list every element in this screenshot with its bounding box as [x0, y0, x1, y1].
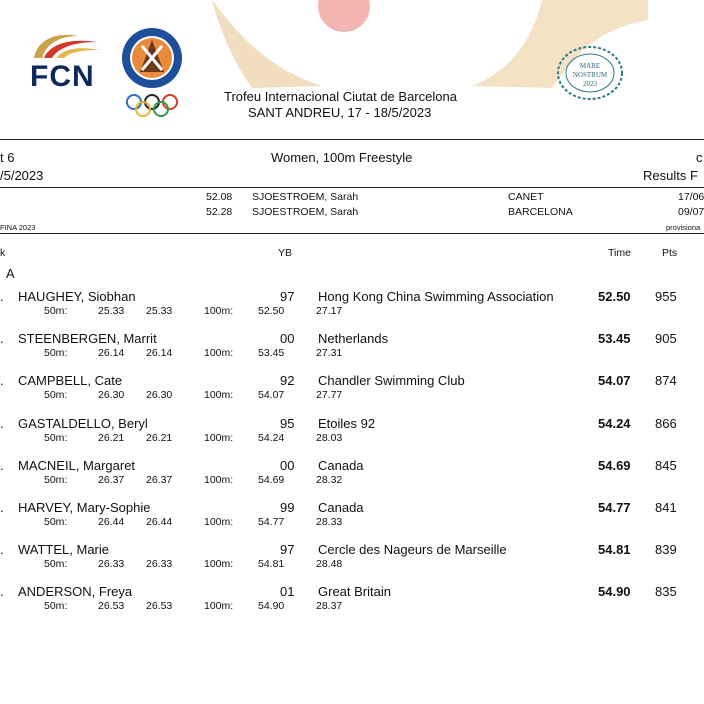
club-name: Etoiles 92: [318, 416, 376, 431]
event-right-code: c: [696, 150, 703, 165]
split-50-label: 50m:: [44, 474, 68, 486]
split-100-cumulative: 54.07: [258, 389, 285, 401]
col-yb: YB: [278, 247, 293, 259]
place-number: .: [0, 331, 4, 346]
split-100-label: 100m:: [204, 347, 234, 359]
split-50-time: 26.37: [98, 474, 125, 486]
split-100-label: 100m:: [204, 305, 234, 317]
split-50-time: 26.21: [98, 432, 125, 444]
fina-points: 841: [655, 500, 677, 515]
split-100-time: 27.17: [316, 305, 343, 317]
swimmer-name: WATTEL, Marie: [18, 542, 110, 557]
split-50-label: 50m:: [44, 305, 68, 317]
split-100-cumulative: 52.50: [258, 305, 285, 317]
final-time: 54.90: [598, 584, 631, 599]
split-100-cumulative: 54.81: [258, 558, 285, 570]
record-time: 52.08: [206, 191, 233, 203]
fina-points: 874: [655, 373, 677, 388]
year-of-birth: 95: [280, 416, 295, 431]
fina-points: 845: [655, 458, 677, 473]
final-time: 53.45: [598, 331, 631, 346]
split-50-label: 50m:: [44, 600, 68, 612]
fina-points: 866: [655, 416, 677, 431]
event-number: t 6: [0, 150, 15, 165]
fina-points: 835: [655, 584, 677, 599]
split-100-label: 100m:: [204, 432, 234, 444]
results-label: Results F: [643, 168, 698, 183]
record-place: CANET: [508, 191, 544, 203]
fcn-logo: FCN: [30, 60, 95, 93]
fina-points: 905: [655, 331, 677, 346]
club-name: Cercle des Nageurs de Marseille: [318, 542, 507, 557]
year-of-birth: 01: [280, 584, 295, 599]
year-of-birth: 00: [280, 331, 295, 346]
place-number: .: [0, 542, 4, 557]
split-100-cumulative: 53.45: [258, 347, 285, 359]
split-100-time: 27.77: [316, 389, 343, 401]
place-number: .: [0, 584, 4, 599]
place-number: .: [0, 416, 4, 431]
col-time: Time: [608, 247, 631, 259]
club-name: Chandler Swimming Club: [318, 373, 465, 388]
swimmer-name: MACNEIL, Margaret: [18, 458, 136, 473]
year-of-birth: 00: [280, 458, 295, 473]
fcn-swirl-logo: [30, 30, 102, 62]
place-number: .: [0, 458, 4, 473]
meet-title: Trofeu Internacional Ciutat de Barcelona: [224, 89, 457, 104]
final-time: 54.07: [598, 373, 631, 388]
cumulative-50-time: 26.30: [146, 389, 173, 401]
record-date: 09/07: [678, 206, 704, 218]
club-name: Hong Kong China Swimming Association: [318, 289, 554, 304]
split-100-time: 28.48: [316, 558, 343, 570]
club-crest-logo: [120, 26, 184, 118]
split-50-time: 25.33: [98, 305, 125, 317]
heat-label: A: [6, 266, 15, 281]
record-note: FINA 2023: [0, 223, 36, 232]
club-name: Great Britain: [318, 584, 391, 599]
split-100-cumulative: 54.24: [258, 432, 285, 444]
split-50-label: 50m:: [44, 558, 68, 570]
split-50-label: 50m:: [44, 389, 68, 401]
swimmer-name: GASTALDELLO, Beryl: [18, 416, 148, 431]
split-100-time: 28.37: [316, 600, 343, 612]
final-time: 54.69: [598, 458, 631, 473]
record-holder: SJOESTROEM, Sarah: [252, 191, 359, 203]
record-date: 17/06: [678, 191, 704, 203]
split-100-time: 28.03: [316, 432, 343, 444]
place-number: .: [0, 373, 4, 388]
year-of-birth: 92: [280, 373, 295, 388]
club-name: Canada: [318, 458, 364, 473]
record-time: 52.28: [206, 206, 233, 218]
split-50-time: 26.14: [98, 347, 125, 359]
cumulative-50-time: 25.33: [146, 305, 173, 317]
year-of-birth: 97: [280, 289, 295, 304]
split-100-cumulative: 54.90: [258, 600, 285, 612]
cumulative-50-time: 26.53: [146, 600, 173, 612]
split-50-label: 50m:: [44, 516, 68, 528]
swimmer-name: ANDERSON, Freya: [18, 584, 133, 599]
club-name: Netherlands: [318, 331, 389, 346]
event-title: Women, 100m Freestyle: [271, 150, 413, 165]
year-of-birth: 97: [280, 542, 295, 557]
cumulative-50-time: 26.37: [146, 474, 173, 486]
split-50-time: 26.33: [98, 558, 125, 570]
year-of-birth: 99: [280, 500, 295, 515]
swimmer-name: CAMPBELL, Cate: [18, 373, 123, 388]
final-time: 54.24: [598, 416, 631, 431]
seal-text: MARE NOSTRUM 2023: [572, 62, 608, 88]
split-50-label: 50m:: [44, 432, 68, 444]
final-time: 54.77: [598, 500, 631, 515]
place-number: .: [0, 289, 4, 304]
cumulative-50-time: 26.33: [146, 558, 173, 570]
club-name: Canada: [318, 500, 364, 515]
split-100-label: 100m:: [204, 389, 234, 401]
final-time: 54.81: [598, 542, 631, 557]
split-50-time: 26.30: [98, 389, 125, 401]
meet-subtitle: SANT ANDREU, 17 - 18/5/2023: [248, 105, 432, 120]
cumulative-50-time: 26.14: [146, 347, 173, 359]
split-100-cumulative: 54.69: [258, 474, 285, 486]
record-holder: SJOESTROEM, Sarah: [252, 206, 359, 218]
split-100-label: 100m:: [204, 558, 234, 570]
split-100-time: 28.32: [316, 474, 343, 486]
swimmer-name: HARVEY, Mary-Sophie: [18, 500, 151, 515]
split-100-time: 28.33: [316, 516, 343, 528]
cumulative-50-time: 26.21: [146, 432, 173, 444]
swimmer-name: HAUGHEY, Siobhan: [18, 289, 136, 304]
split-50-time: 26.53: [98, 600, 125, 612]
fina-points: 839: [655, 542, 677, 557]
split-100-label: 100m:: [204, 516, 234, 528]
event-date: /5/2023: [0, 168, 44, 183]
col-pts: Pts: [662, 247, 678, 259]
split-100-label: 100m:: [204, 474, 234, 486]
final-time: 52.50: [598, 289, 631, 304]
split-100-time: 27.31: [316, 347, 343, 359]
split-100-label: 100m:: [204, 600, 234, 612]
split-50-label: 50m:: [44, 347, 68, 359]
cumulative-50-time: 26.44: [146, 516, 173, 528]
split-100-cumulative: 54.77: [258, 516, 285, 528]
fina-points: 955: [655, 289, 677, 304]
swimmer-name: STEENBERGEN, Marrit: [18, 331, 157, 346]
provisional-note: provisiona: [666, 223, 701, 232]
split-50-time: 26.44: [98, 516, 125, 528]
col-rank: k: [0, 247, 6, 259]
place-number: .: [0, 500, 4, 515]
record-place: BARCELONA: [508, 206, 573, 218]
